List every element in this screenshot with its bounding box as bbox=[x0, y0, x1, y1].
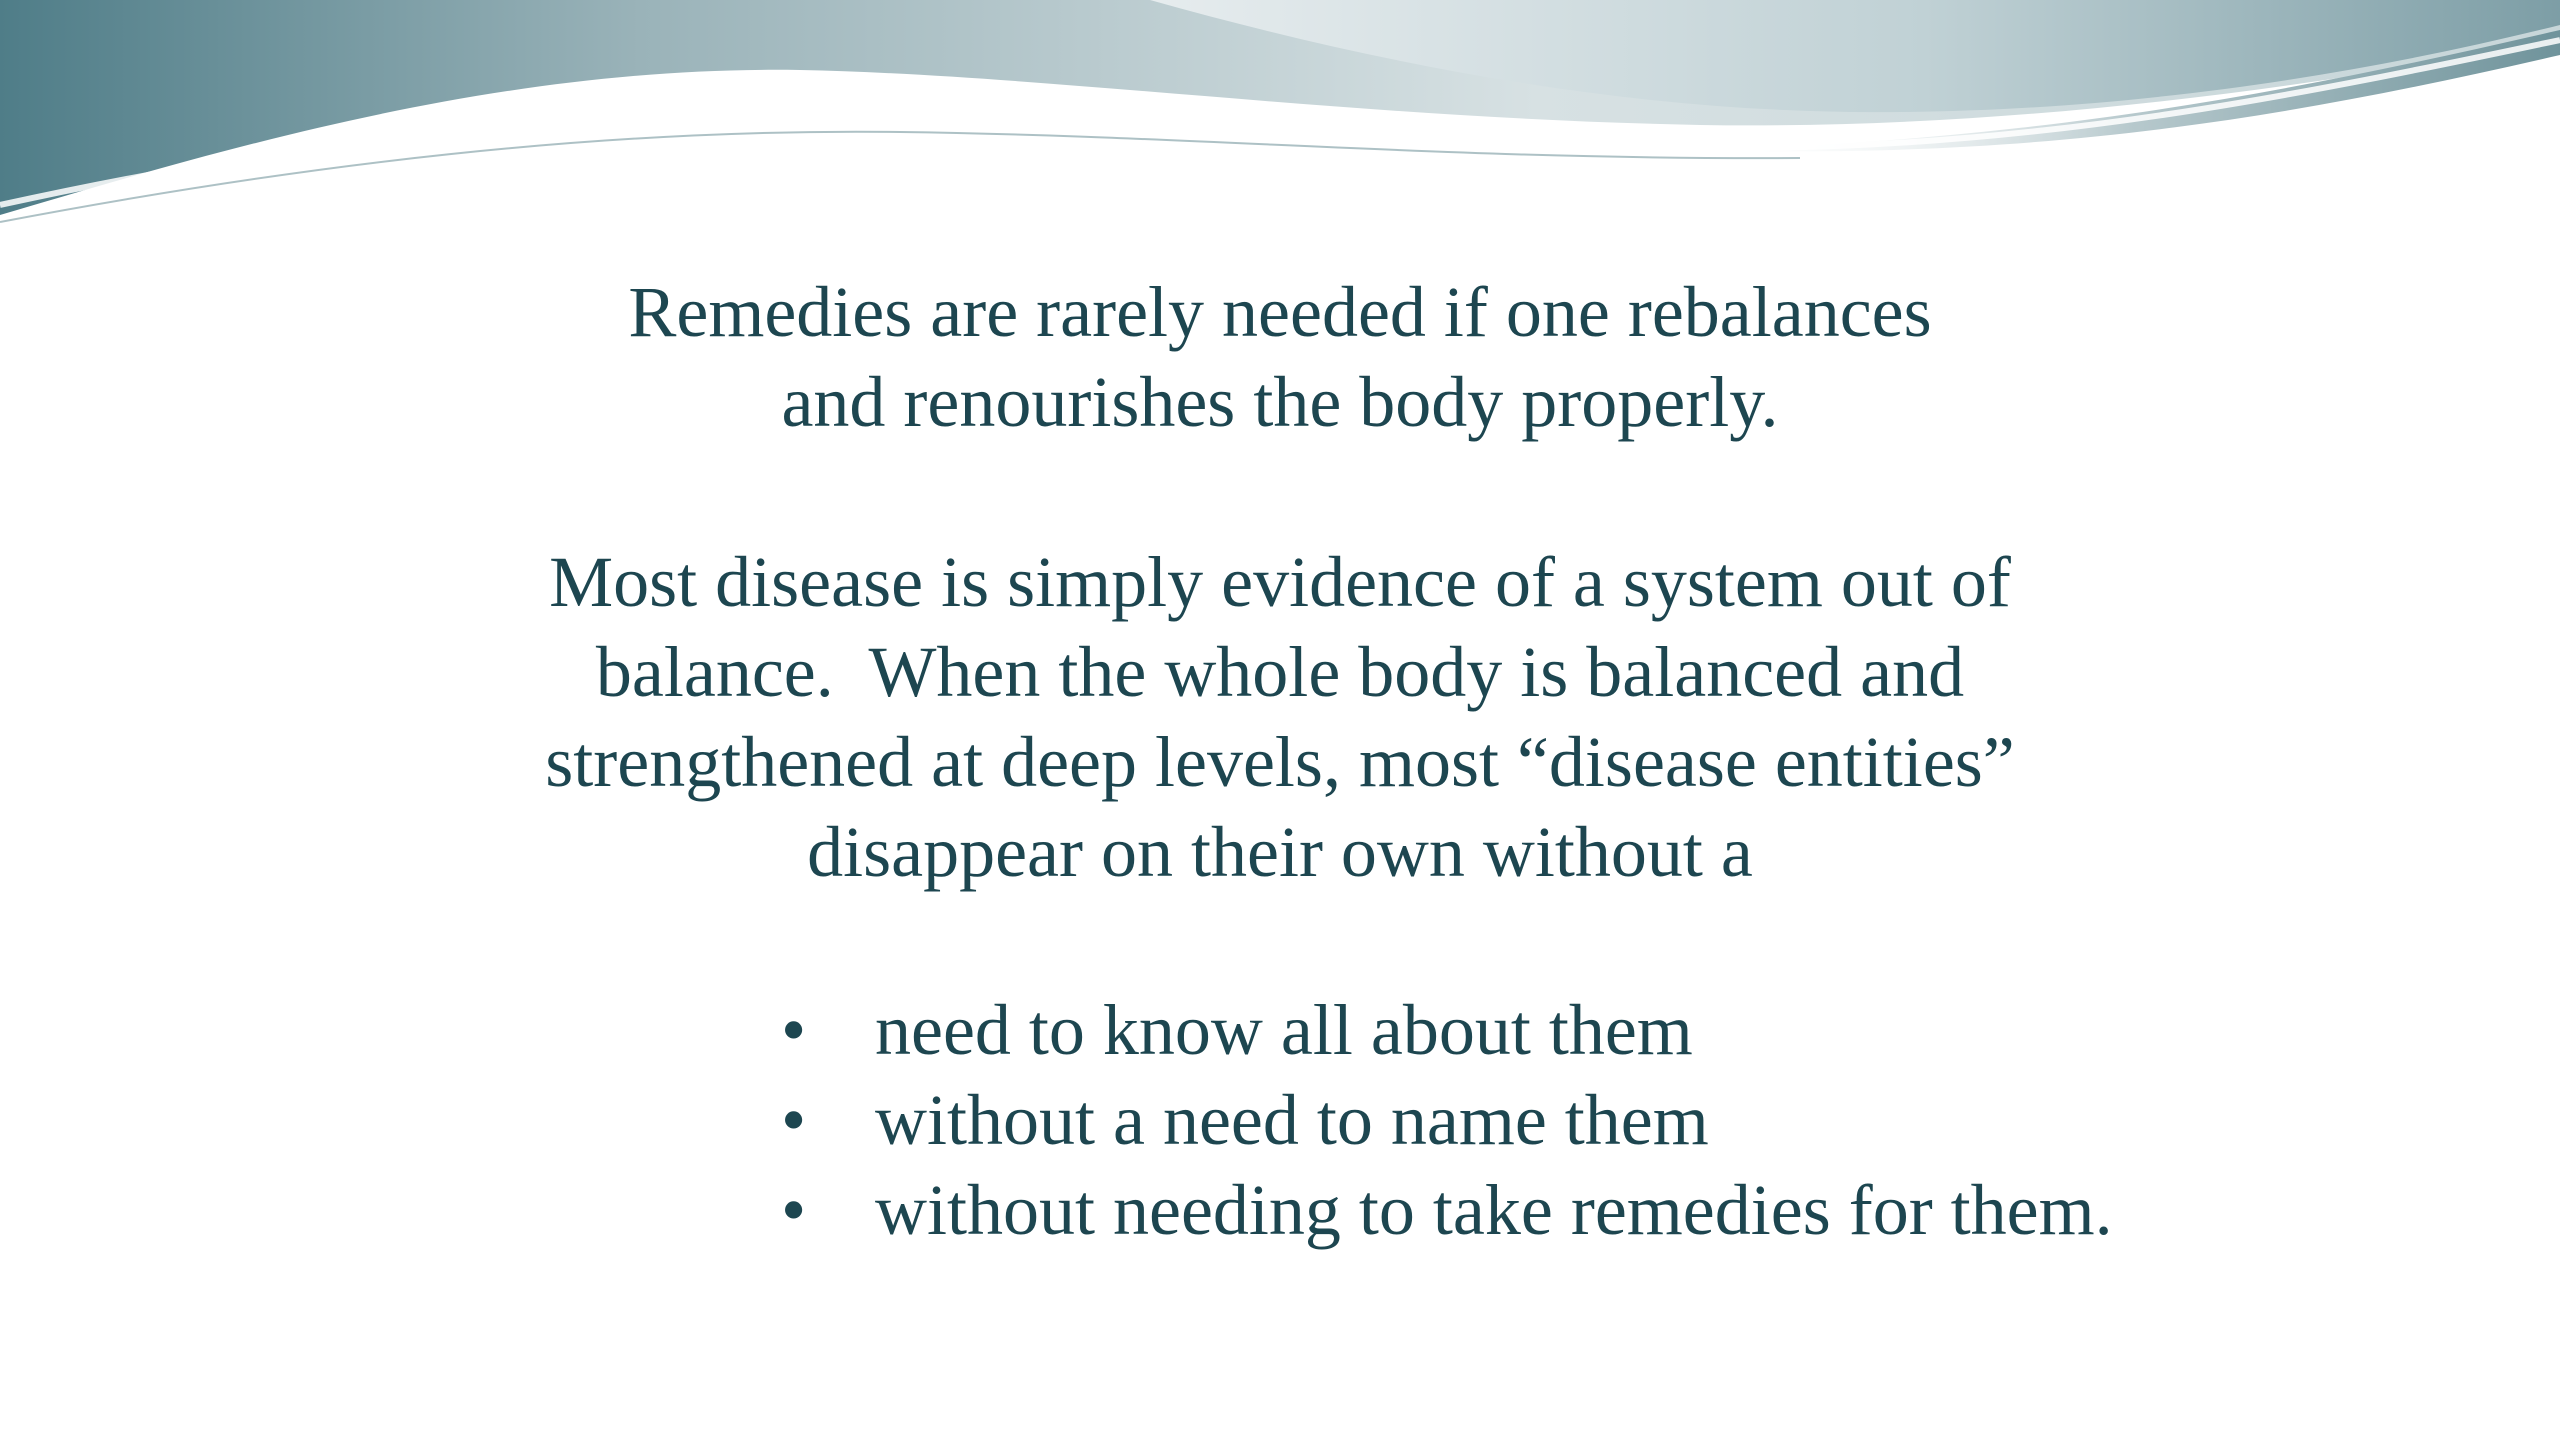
bullet-marker: • bbox=[781, 1170, 807, 1250]
list-item bbox=[775, 985, 2175, 1075]
intro-line-1: Remedies are rarely needed if one rebalances bbox=[628, 272, 1932, 352]
list-item bbox=[775, 1075, 2175, 1165]
disease-line-1: Most disease is simply evidence of a system out of bbox=[549, 542, 2011, 622]
disease-line-4: disappear on their own without a bbox=[807, 812, 1753, 892]
disease-line-2: balance. When the whole body is balanced and bbox=[595, 632, 1965, 712]
disease-line-3: strengthened at deep levels, most “disease entities” bbox=[545, 722, 2015, 802]
bullet-text: need to know all about them bbox=[875, 990, 1693, 1070]
bullet-list bbox=[775, 985, 2175, 1255]
list-item bbox=[775, 1165, 2175, 1255]
bullet-marker: • bbox=[781, 1080, 807, 1160]
disease-paragraph bbox=[0, 537, 2560, 897]
decorative-wave-banner bbox=[0, 0, 2560, 240]
intro-line-2: and renourishes the body properly. bbox=[781, 362, 1779, 442]
bullet-text: without a need to name them bbox=[875, 1080, 1709, 1160]
intro-paragraph bbox=[0, 267, 2560, 447]
bullet-text: without needing to take remedies for them. bbox=[875, 1170, 2113, 1250]
bullet-marker: • bbox=[781, 990, 807, 1070]
